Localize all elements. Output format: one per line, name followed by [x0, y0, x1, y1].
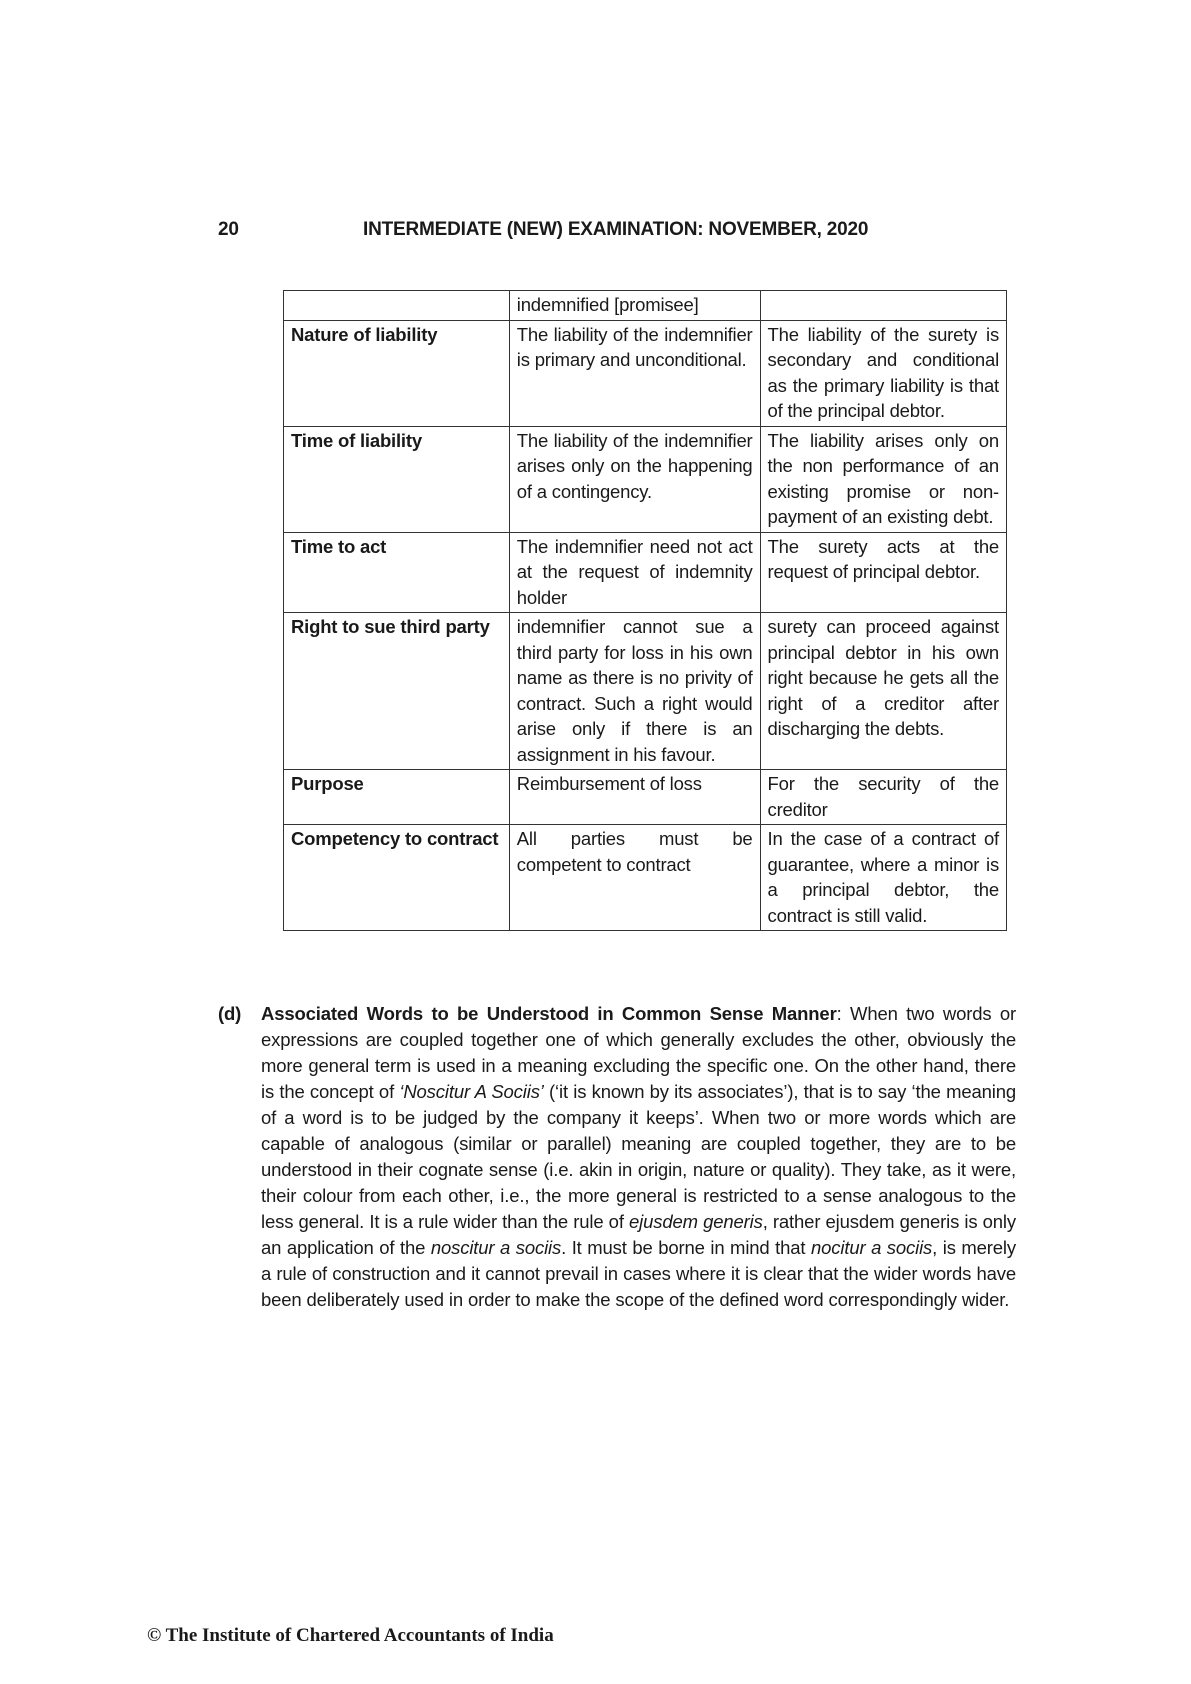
section-paragraph — [261, 1001, 1016, 1313]
guarantee-cell: The liability arises only on the non performance of an existing promise or non-payment of an existing debt. — [760, 426, 1006, 532]
table-row — [284, 426, 1007, 532]
paragraph-text: (‘it is known by its associates’), that is to say ‘the meaning of a word is to be judged by the company it keeps’. When two or more words which are capable of analogous (similar or parallel) meaning are coupled together, they are to be understood in their cognate sense (i.e. akin in origin, nature or quality). They take, as it were, their colour from each other, i.e., the more general is restricted to a sense analogous to the less general. It is a rule wider than the rule of — [261, 1081, 1016, 1232]
row-label: Nature of liability — [284, 320, 510, 426]
comparison-table — [283, 290, 1007, 931]
row-label: Time to act — [284, 532, 510, 613]
indemnity-cell: Reimbursement of loss — [509, 770, 760, 825]
table-row — [284, 320, 1007, 426]
row-label: Purpose — [284, 770, 510, 825]
table-row — [284, 770, 1007, 825]
indemnity-cell: indemnifier cannot sue a third party for loss in his own name as there is no privity of contract. Such a right would arise only if there is an assignment in his favour. — [509, 613, 760, 770]
paragraph-text: , is merely a rule of construction and it cannot prevail in cases where it is clear that the wider words have been deliberately used in order to make the scope of the defined word correspondingly wider. — [261, 1237, 1016, 1310]
term-nocitur-a-sociis: nocitur a sociis — [811, 1237, 933, 1258]
section-label: (d) — [218, 1003, 242, 1024]
guarantee-cell: The liability of the surety is secondary and conditional as the primary liability is that of the principal debtor. — [760, 320, 1006, 426]
table-row — [284, 825, 1007, 931]
row-label: Time of liability — [284, 426, 510, 532]
page-title: INTERMEDIATE (NEW) EXAMINATION: NOVEMBER, 2020 — [363, 219, 869, 240]
guarantee-cell: In the case of a contract of guarantee, where a minor is a principal debtor, the contract is still valid. — [760, 825, 1006, 931]
indemnity-cell: All parties must be competent to contract — [509, 825, 760, 931]
row-label: Competency to contract — [284, 825, 510, 931]
section-heading: Associated Words to be Understood in Common Sense Manner — [261, 1003, 837, 1024]
paragraph-text: , rather ejusdem generis is only an application of the — [261, 1211, 1016, 1258]
term-ejusdem-generis: ejusdem generis — [629, 1211, 763, 1232]
paragraph-text: . It must be borne in mind that — [561, 1237, 811, 1258]
table-row — [284, 532, 1007, 613]
copyright-footer: © The Institute of Chartered Accountants of India — [147, 1625, 554, 1646]
row-label — [284, 291, 510, 321]
guarantee-cell: surety can proceed against principal debtor in his own right because he gets all the right of a creditor after discharging the debts. — [760, 613, 1006, 770]
guarantee-cell: For the security of the creditor — [760, 770, 1006, 825]
page-number: 20 — [218, 219, 239, 240]
row-label: Right to sue third party — [284, 613, 510, 770]
guarantee-cell: The surety acts at the request of principal debtor. — [760, 532, 1006, 613]
indemnity-cell: The liability of the indemnifier arises only on the happening of a contingency. — [509, 426, 760, 532]
paragraph-text: : When two words or expressions are coupled together one of which generally excludes the other, obviously the more general term is used in a meaning excluding the specific one. On the other hand, there is the concept of — [261, 1003, 1017, 1102]
term-noscitur-a-sociis: noscitur a sociis — [430, 1237, 562, 1258]
table-row — [284, 291, 1007, 321]
table-row — [284, 613, 1007, 770]
indemnity-cell: indemnified [promisee] — [509, 291, 760, 321]
indemnity-cell: The liability of the indemnifier is primary and unconditional. — [509, 320, 760, 426]
guarantee-cell — [760, 291, 1006, 321]
term-noscitur-a-sociis: ‘Noscitur A Sociis’ — [399, 1081, 544, 1102]
indemnity-cell: The indemnifier need not act at the request of indemnity holder — [509, 532, 760, 613]
